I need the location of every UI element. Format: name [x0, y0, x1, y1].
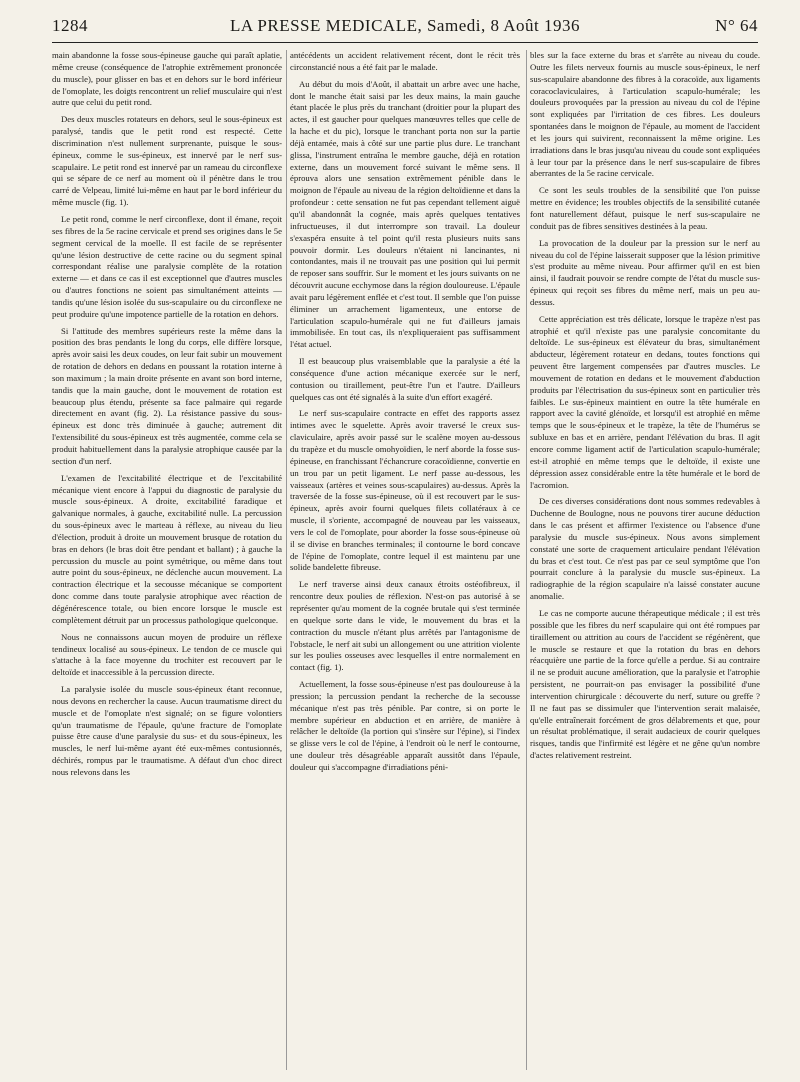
column-1: [52, 50, 282, 1080]
paragraph: La provocation de la douleur par la pression sur le nerf au niveau du col de l'épine laisserait supposer que la lésion primitive s'est produite au même niveau. Pour affirmer qu'il en est bien ainsi, il faudrait pouvoir se rendre compte de l'état du muscle sus-épineux qui reçoit ses fibres du même nerf, mais un peu au-dessus.: [530, 237, 760, 307]
paragraph: bles sur la face externe du bras et s'arrête au niveau du coude. Outre les filets nerveux fournis au muscle sous-épineux, le nerf sus-scapulaire abandonne des fibres à la coracoïde, aux ligaments coracoclaviculaires, à l'articulation scapulo-humérale; les douleurs provoquées par la pression au niveau du col de l'épine sont expliquées par l'irritation de ces fibres. Les douleurs spontanées dans le moignon de l'épaule, au moment de l'accident et les jours qui suivirent, reconnaissent la même origine. Les irradiations dans le bras jusqu'au niveau du coude sont expliquées à leur tour par la présence dans le nerf sus-scapulaire de fibres aberrantes de la 5e racine cervicale.: [530, 50, 760, 179]
column-divider: [286, 50, 287, 1070]
paragraph: La paralysie isolée du muscle sous-épineux étant reconnue, nous devons en rechercher la cause. Aucun traumatisme direct du muscle et de l'omoplate n'est signalé; on se figure volontiers qu'un traumatisme de l'épaule, qu'une fracture de l'omoplate puisse être cause d'une paralysie du sus- et du sous-épineux, les muscles, le nerf lui-même ayant été eux-mêmes contusionnés, déchirés, rompus par le traumatisme. A défaut d'un choc direct nous relevons dans les: [52, 684, 282, 777]
page-number: 1284: [52, 16, 88, 35]
column-2: [290, 50, 520, 1080]
paragraph: Le nerf traverse ainsi deux canaux étroits ostéofibreux, il rencontre deux poulies de réflexion. N'est-on pas autorisé à se représenter qu'au moment de la cognée brutale qui s'est terminée en quelque sorte dans le vide, le mouvement du bras et la contraction du muscle n'étant plus arrêtés par l'antagonisme de l'obstacle, le nerf ait subi un allongement ou une attrition violente sur les poulies osseuses avec lesquelles il entre normalement en contact (fig. 1).: [290, 579, 520, 673]
paragraph: L'examen de l'excitabilité électrique et de l'excitabilité mécanique vient encore à l'appui du diagnostic de paralysie du muscle sous-épineux. A droite, excitabilité faradique et galvanique normales, à gauche, excitabilité nulle. La percussion du sous-épineux avec le marteau à réflexe, au niveau du lieu d'élection, produit à droite un mouvement brusque de rotation du bras en dehors (le bras doit être pendant et ballant) ; à gauche la percussion du muscle au point symétrique, ou même dans tout autre point du sous-épineux, ne déclenche aucun mouvement. La contraction électrique et la secousse mécanique se comportent donc comme dans toute paralysie atrophique avec réaction de dégénérescence totale, ou bien encore lorsque le muscle est complètement détruit par un processus pathologique quelconque.: [52, 472, 282, 625]
paragraph: Si l'attitude des membres supérieurs reste la même dans la position des bras pendants le long du corps, elle diffère lorsque, après avoir saisi les deux coudes, on leur fait subir un mouvement de rotation de dehors en dedans en poussant la rotation interne à son maximum ; la main droite présente en avant son bord interne, tandis que la main gauche, dont le mouvement de rotation est beaucoup plus étendu, présente sa face palmaire qui regarde directement en avant (fig. 2). La résistance passive du sous-épineux est donc très diminuée à gauche; autrement dit l'extensibilité du sous-épineux est très augmentée, comme cela se produit habituellement dans la paralysie atrophique causée par la section d'un nerf.: [52, 325, 282, 466]
header-rule: [52, 42, 758, 43]
paragraph: De ces diverses considérations dont nous sommes redevables à Duchenne de Boulogne, nous ne pouvons tirer aucune déduction dans le cas présent et affirmer l'existence ou l'absence d'une paralysie du muscle sus-épineux. Nous avons simplement constaté une sorte de craquement articulaire pendant l'élévation du bras et c'est tout. Ce n'est pas par ce seul symptôme que l'on pourrait conclure à la paralysie du muscle sus-épineux. La radiographie de la région scapulaire n'a laissé constater aucune anomalie.: [530, 496, 760, 602]
paragraph: Le nerf sus-scapulaire contracte en effet des rapports assez intimes avec le squelette. Après avoir traversé le creux sus-claviculaire, après avoir passé sur le scalène moyen au-dessous du trapèze et du muscle omohyoïdien, le nerf aborde la fosse sus-épineuse, en franchissant l'échancrure coracoïdienne, convertie en un trou par un petit ligament. Le nerf passe au-dessous, les vaisseaux (artères et veines sous-scapulaires) au-dessus. Après la traversée de la fosse sus-épineuse, où il est recouvert par le sus-épineux, après avoir fourni quelques filets collatéraux à ce muscle, il s'oriente, accompagné de nouveau par les vaisseaux, vers le col de l'omoplate, pour aborder la fosse sous-épineuse où il se divise en branches terminales; il contourne le bord concave de l'épine de l'omoplate, contre lequel il est maintenu par une solide bandelette fibreuse.: [290, 408, 520, 573]
paragraph: Le petit rond, comme le nerf circonflexe, dont il émane, reçoit ses fibres de la 5e racine cervicale et prend ses origines dans le 5e segment cervical de la moelle. Il est facile de se représenter qu'une lésion destructive de cette racine ou du segment spinal correspondant réalise une paralysie complète de la rotation externe — et dans ce cas il est exceptionnel que d'autres muscles ou d'autres fonctions ne soient pas simultanément atteints — tandis qu'une lésion isolée du sus-scapulaire ou du circonflexe ne peut produire qu'une impotence partielle de la rotation en dehors.: [52, 213, 282, 319]
paragraph: Ce sont les seuls troubles de la sensibilité que l'on puisse mettre en évidence; les troubles objectifs de la sensibilité cutanée font naturellement défaut, puisque le nerf sus-scapulaire ne conduit pas de fibres sensitives destinées à la peau.: [530, 185, 760, 231]
paragraph: Des deux muscles rotateurs en dehors, seul le sous-épineux est paralysé, tandis que le petit rond est respecté. Cette discrimination n'est nullement surprenante, puisque le sous-épineux, comme le sus-épineux, est innervé par le nerf sus-scapulaire. Le petit rond est innervé par un rameau du circonflexe qui se sépare de ce nerf au moment où il pénètre dans le trou carré de Velpeau, limité lui-même en haut par le bord inférieur du même muscle (fig. 1).: [52, 114, 282, 208]
paragraph: Au début du mois d'Août, il abattait un arbre avec une hache, dont le manche était saisi par les deux mains, la main gauche étant placée le plus près du tranchant (droitier pour la plupart des actes, il est gaucher pour quelques manœuvres telles que celle de la hache et du pic), lorsque le tranchant porta non sur la partie déjà entamée, mais à côté sur une partie plus dure. Le tranchant glissa, l'instrument entraîna le membre gauche, déjà en rotation externe, dans un mouvement forcé suivant le même sens. Il éprouva alors une sensation extrêmement pénible dans le moignon de l'épaule au niveau de la région deltoïdienne et dans la profondeur : cette sensation ne fut pas cependant tellement aiguë qu'il abandonnât la cognée, mais après quelques tentatives infructueuses, il dut interrompre son travail. La douleur s'exaspéra ensuite à tel point qu'il resta plusieurs nuits sans pouvoir dormir. Les douleurs n'étaient ni lancinantes, ni contondantes, mais il ne trouvait pas une position qui lui permit de reposer sans souffrir. Sur le moment et les jours suivants on ne découvrit aucune ecchymose dans la région douloureuse. L'épaule avait paru légèrement enflée et c'est tout. Il semble que l'on puisse éliminer un arrachement ligamenteux, une entorse de l'articulation scapulo-humérale qui ne fut d'ailleurs jamais immobilisée. En tout cas, ils n'expliqueraient pas suffisamment l'état actuel.: [290, 78, 520, 350]
column-divider: [526, 50, 527, 1070]
paragraph: main abandonne la fosse sous-épineuse gauche qui paraît aplatie, même creuse (conséquence de l'atrophie extrêmement prononcée du muscle), pour glisser en bas et en dehors sur le bord inférieur de l'omoplate, les doigts rencontrent un relief musculaire qui n'est autre que celui du petit rond.: [52, 50, 282, 108]
paragraph: antécédents un accident relativement récent, dont le récit très circonstancié nous a été fait par le malade.: [290, 50, 520, 72]
paragraph: Nous ne connaissons aucun moyen de produire un réflexe tendineux localisé au sous-épineux. Le tendon de ce muscle qui s'attache à la face moyenne du trochiter est recouvert par le deltoïde et inaccessible à la percussion directe.: [52, 631, 282, 678]
journal-title: LA PRESSE MEDICALE, Samedi, 8 Août 1936: [229, 16, 581, 35]
paragraph: Actuellement, la fosse sous-épineuse n'est pas douloureuse à la pression; la percussion pendant la recherche de la secousse mécanique n'est pas très pénible. Par contre, si on porte le membre supérieur en abduction et en arrière, de manière à relâcher le deltoïde (la portion qui s'insère sur l'épine), si l'index se glisse vers le col de l'épine, à l'endroit où le nerf le contourne, une douleur très désagréable apparaît aussitôt dans l'épaule, douleur qui s'accompagne d'irradiations péni-: [290, 679, 520, 772]
column-3: [530, 50, 760, 1080]
issue-number: N° 64: [715, 16, 758, 35]
paragraph: Cette appréciation est très délicate, lorsque le trapèze n'est pas atrophié et qu'il n'existe pas une paralysie concomitante du deltoïde. Le sus-épineux est élévateur du bras, simultanément abducteur, légèrement rotateur en dedans, toutes fonctions qui peuvent être largement compensées par d'autres muscles. Le mouvement de rotation en dedans et le mouvement d'abduction produits par l'électrisation du sus-épineux sont en particulier très faibles. Le sus-épineux maintient en outre la tête humérale en rapport avec la cavité glénoïde, et lorsqu'il est atrophié en même temps que le sous-épineux et le trapèze, la tête de l'humérus se subluxe en bas et en arrière, pendant l'élévation du bras. Il agit encore comme ligament actif de l'articulation scapulo-humérale; est-il atrophié en même temps que le deltoïde, il existe une dépression assez considérable entre la tête humérale et le bord de l'acromion.: [530, 313, 760, 490]
paragraph: Il est beaucoup plus vraisemblable que la paralysie a été la conséquence d'une action mécanique exercée sur le nerf, contusion ou tiraillement, peut-être l'un et l'autre. D'ailleurs quelques cas ont été signalés à la suite d'un effort exagéré.: [290, 356, 520, 402]
paragraph: Le cas ne comporte aucune thérapeutique médicale ; il est très possible que les fibres du nerf scapulaire qui ont été rompues par tiraillement ou attrition au cours de l'accident se régénèrent, que le muscle se restaure et que la rotation du bras en dehors réacquière une partie de la force qu'elle a perdue. Si au contraire il ne se produit aucune amélioration, que la paralysie et l'atrophie persistent, ne pourrait-on pas envisager la possibilité d'une intervention chirurgicale : découverte du nerf, suture ou greffe ? Il ne faut pas se dissimuler que l'intervention serait malaisée, qu'elle entraînerait forcément de gros délabrements et que, pour un résultat problématique, il serait audacieux de courir quelques risques, tandis que l'infirmité est légère et ne gêne qu'un nombre d'actes relativement restreint.: [530, 607, 760, 761]
